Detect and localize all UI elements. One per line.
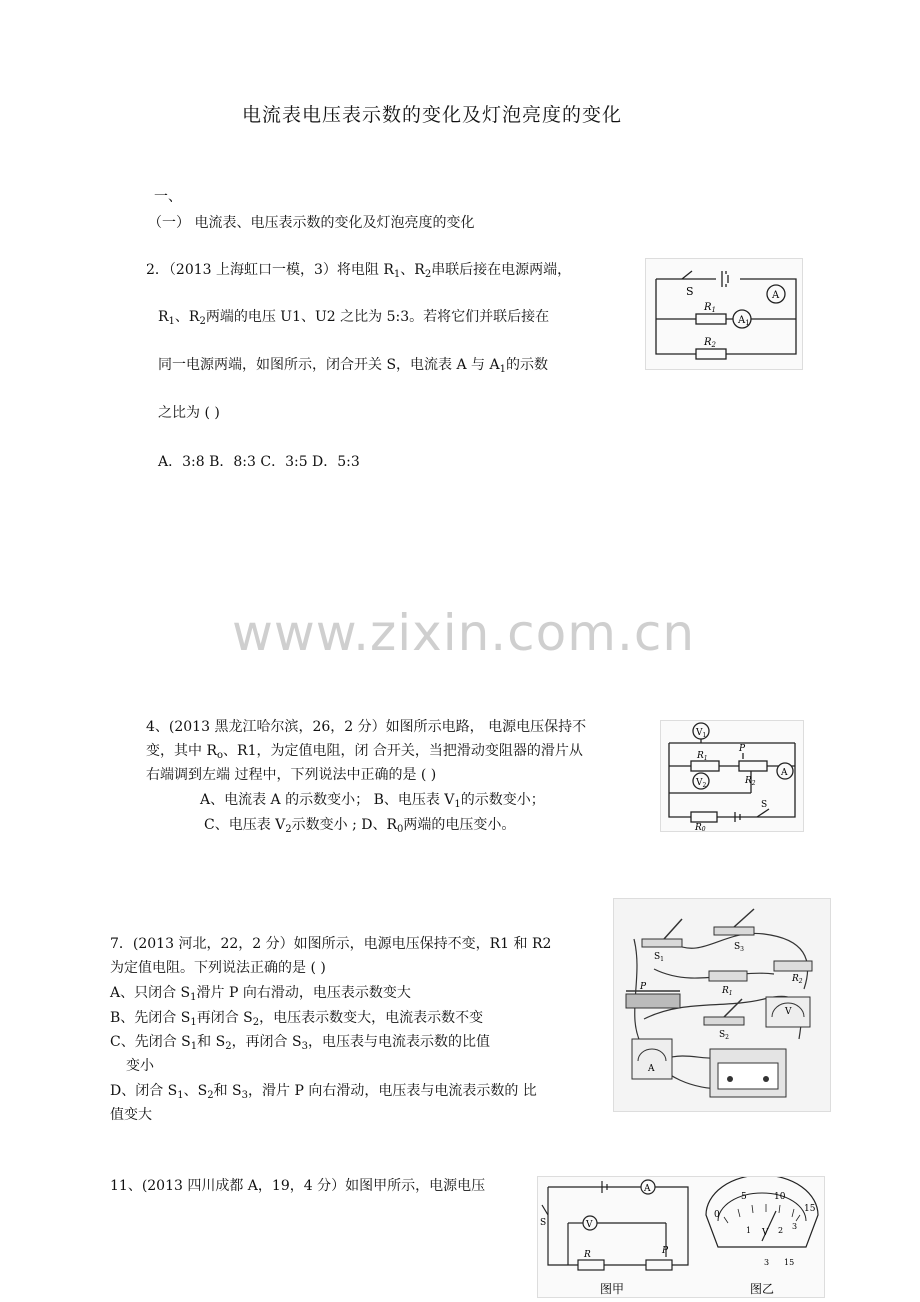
meter-label-V: V xyxy=(762,1228,769,1238)
meter-label-1: 1 xyxy=(746,1226,752,1235)
q4-line1: 4、(2013 黑龙江哈尔滨，26，2 分）如图所示电路， 电源电压保持不 xyxy=(146,719,587,735)
caption-figure-b: 图乙 xyxy=(750,1282,775,1296)
label-R0: R0 xyxy=(695,823,706,831)
q7-option-d: D、闭合 $S_1$、$S_2$和 $S_3$，滑片 P 向右滑动，电压表与电流表示数的 比 xyxy=(110,1083,537,1101)
label-R1: $R_1$ xyxy=(704,302,716,314)
section-subtitle: （一） 电流表、电压表示数的变化及灯泡亮度的变化 xyxy=(148,215,475,231)
label-S: S xyxy=(761,800,768,810)
q4-circuit-figure xyxy=(660,720,804,832)
label-A: A xyxy=(781,768,788,778)
q4-line3: 右端调到左端 过程中，下列说法中正确的是 ( ) xyxy=(146,767,437,783)
label-R1: $R_1$ xyxy=(697,751,708,762)
label-S2: $S_2$ xyxy=(719,1030,729,1041)
meter-label-2: 2 xyxy=(778,1226,784,1235)
label-R1: $R_1$ xyxy=(722,986,733,997)
label-R: R xyxy=(584,1250,591,1260)
label-P: P xyxy=(662,1246,669,1256)
q2-line1: 2．（2013 上海虹口一模，3）将电阻 $R_1$、$R_2$串联后接在电源两端， xyxy=(146,262,572,280)
q2-line2: $R_1$、$R_2$两端的电压 U1、U2 之比为 5:3。若将它们并联后接在 xyxy=(158,309,550,327)
meter-label-3: 3 xyxy=(792,1222,798,1231)
label-S1: $S_1$ xyxy=(654,952,664,963)
label-R2: $R_2$ xyxy=(792,974,803,985)
label-P: P xyxy=(640,982,647,992)
label-A: A xyxy=(648,1064,655,1074)
label-A1: $A_1$ xyxy=(738,315,750,327)
q4-line2: 变，其中 $R_o$、R1，为定值电阻，闭 合开关，当把滑动变阻器的滑片从 xyxy=(146,743,583,761)
q2-options: A．3:8 B．8:3 C．3:5 D．5:3 xyxy=(158,454,360,470)
q7-option-a: A、只闭合 $S_1$滑片 P 向右滑动，电压表示数变大 xyxy=(110,985,411,1003)
q11-line1: 11、(2013 四川成都 A，19，4 分）如图甲所示，电源电压 xyxy=(110,1178,486,1194)
q7-option-c-cont: 变小 xyxy=(126,1058,154,1074)
meter-terminal-15: 15 xyxy=(784,1258,795,1267)
label-V2: $V_2$ xyxy=(696,778,707,789)
label-R2: $R_2$ xyxy=(704,337,716,349)
meter-terminal-3: 3 xyxy=(764,1258,770,1267)
q7-option-b: B、先闭合 $S_1$再闭合 $S_2$，电压表示数变大，电流表示数不变 xyxy=(110,1010,484,1028)
q2-line4: 之比为 ( ) xyxy=(158,405,220,421)
q2-circuit-figure xyxy=(645,258,803,370)
label-A: A xyxy=(644,1184,651,1194)
q7-option-c: C、先闭合 $S_1$和 $S_2$，再闭合 $S_3$，电压表与电流表示数的比值 xyxy=(110,1034,490,1052)
q11-figures xyxy=(537,1176,825,1298)
q4-options-ab: A、电流表 A 的示数变小； B、电压表 $V_1$的示数变小； xyxy=(200,792,545,810)
watermark: www.zixin.com.cn xyxy=(232,604,696,662)
meter-label-0: 0 xyxy=(714,1210,720,1220)
page-title: 电流表电压表示数的变化及灯泡亮度的变化 xyxy=(242,104,623,126)
label-R2: $R_2$ xyxy=(745,776,756,787)
q2-line3: 同一电源两端，如图所示，闭合开关 S，电流表 A 与 $A_1$的示数 xyxy=(158,357,548,375)
label-V: V xyxy=(785,1007,792,1017)
label-S: S xyxy=(540,1218,547,1228)
caption-figure-a: 图甲 xyxy=(600,1282,625,1296)
label-V1: $V_1$ xyxy=(696,728,707,739)
q7-option-d-cont: 值变大 xyxy=(110,1107,152,1123)
label-S: S xyxy=(686,285,694,298)
q4-options-cd: C、电压表 $V_2$示数变小 ; D、$R_0$两端的电压变小。 xyxy=(204,817,516,835)
meter-label-15: 15 xyxy=(804,1204,816,1214)
q7-apparatus-figure xyxy=(613,898,831,1112)
meter-label-10: 10 xyxy=(774,1192,786,1202)
label-A: A xyxy=(772,290,780,301)
label-S3: $S_3$ xyxy=(734,942,744,953)
label-P: P xyxy=(739,744,746,754)
q7-line2: 为定值电阻。下列说法正确的是 ( ) xyxy=(110,960,326,976)
label-V: V xyxy=(586,1220,593,1230)
q7-line1: 7．(2013 河北，22，2 分）如图所示，电源电压保持不变，R1 和 R2 xyxy=(110,936,552,952)
section-number: 一、 xyxy=(154,189,182,205)
meter-label-5: 5 xyxy=(741,1192,747,1202)
